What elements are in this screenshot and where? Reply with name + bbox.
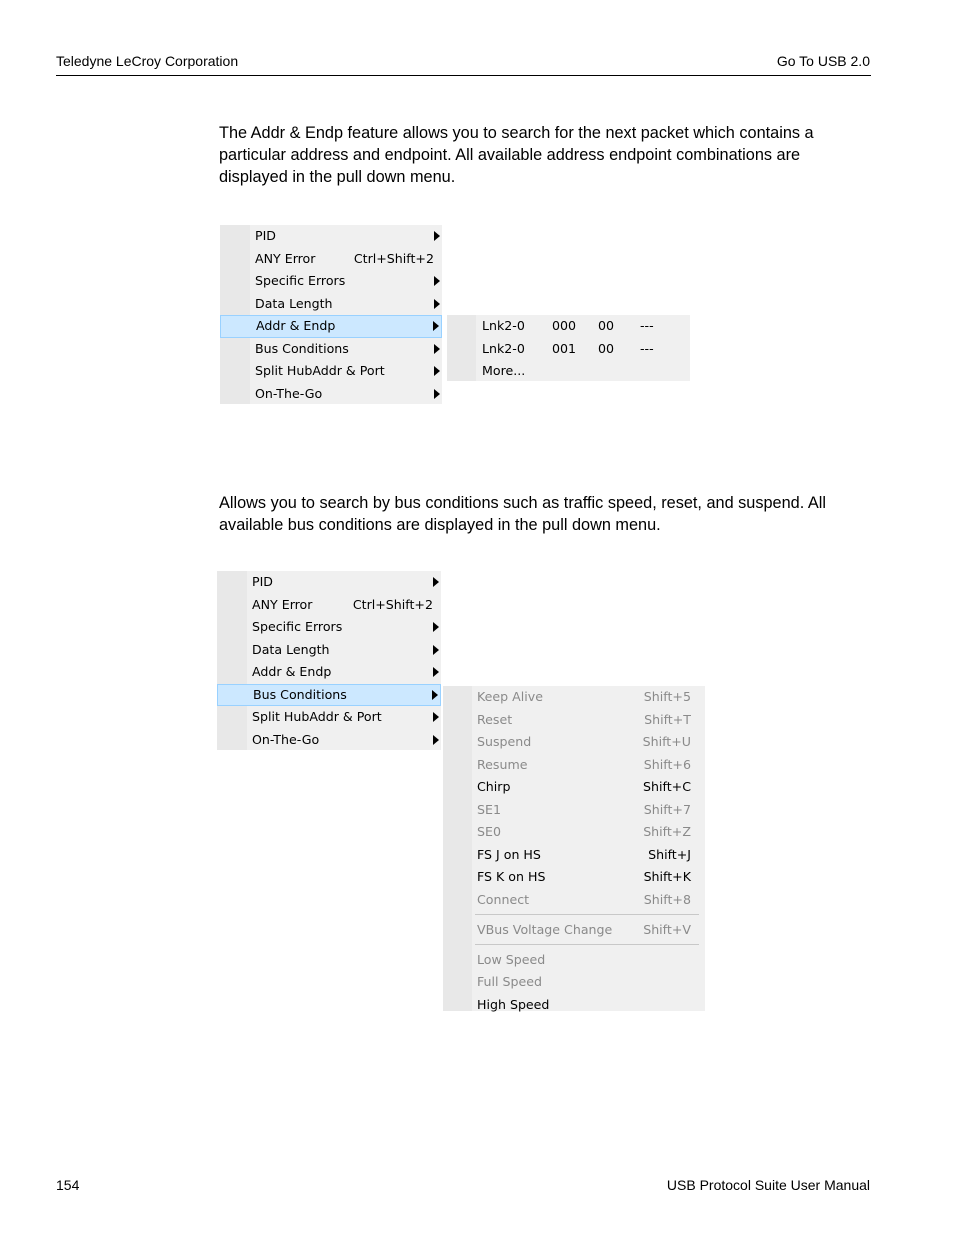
- bus-condition-se1[interactable]: [443, 799, 705, 822]
- menu-item-label: On-The-Go: [255, 385, 323, 401]
- menu-item-label: Data Length: [255, 295, 333, 311]
- menu-item-label: VBus Voltage Change: [477, 921, 613, 937]
- menu-item-label: PID: [252, 574, 274, 589]
- shortcut-hint: Ctrl+Shift+2: [352, 596, 433, 612]
- menu-item-any-error[interactable]: [220, 248, 442, 271]
- submenu-arrow-icon: [433, 577, 439, 587]
- addr-endp-option[interactable]: [447, 338, 690, 361]
- addr-endp-description: The Addr & Endp feature allows you to search for the next packet which contains a particular address and endpoint. All available address endpoint combinations are displayed in the pull down menu.: [219, 124, 814, 186]
- menu-item-label: ANY Error: [252, 596, 313, 612]
- addr-endp-option[interactable]: [447, 315, 690, 338]
- menu-item-addr-endp[interactable]: [220, 315, 442, 338]
- bus-condition-low-speed[interactable]: [443, 949, 705, 972]
- bus-condition-connect[interactable]: [443, 889, 705, 912]
- menu-item-label: SE1: [477, 801, 501, 817]
- bus-condition-fs-k-on-hs[interactable]: [443, 866, 705, 889]
- menu-item-label: Data Length: [252, 641, 330, 657]
- menu-item-label: ANY Error: [255, 250, 316, 266]
- menu-item-data-length[interactable]: [220, 293, 442, 316]
- menu-item-data-length[interactable]: [217, 639, 441, 662]
- address-cell: 000: [552, 318, 577, 333]
- shortcut-hint: Shift+Z: [643, 824, 691, 839]
- menu-item-on-the-go[interactable]: [217, 729, 441, 752]
- submenu-arrow-icon: [433, 321, 439, 331]
- bus-condition-fs-j-on-hs[interactable]: [443, 844, 705, 867]
- shortcut-hint: Shift+8: [643, 891, 691, 907]
- submenu-arrow-icon: [434, 299, 440, 309]
- shortcut-hint: Shift+T: [644, 711, 691, 727]
- menu-item-any-error[interactable]: [217, 594, 441, 617]
- shortcut-hint: Ctrl+Shift+2: [353, 250, 434, 266]
- menu-item-label: Full Speed: [477, 974, 543, 989]
- bus-condition-suspend[interactable]: [443, 731, 705, 754]
- menu-item-label: Keep Alive: [477, 689, 543, 704]
- submenu-arrow-icon: [434, 344, 440, 354]
- extra-cell: ---: [640, 340, 654, 356]
- menu-item-bus-conditions[interactable]: [220, 338, 442, 361]
- menu-item-label: Split HubAddr & Port: [255, 363, 385, 378]
- submenu-arrow-icon: [433, 712, 439, 722]
- menu-item-label: SE0: [477, 824, 501, 839]
- menu-item-label: PID: [255, 228, 277, 243]
- submenu-arrow-icon: [433, 622, 439, 632]
- menu-item-specific-errors[interactable]: [217, 616, 441, 639]
- bus-condition-high-speed[interactable]: [443, 994, 705, 1017]
- bus-conditions-submenu: [443, 686, 705, 1011]
- bus-condition-chirp[interactable]: [443, 776, 705, 799]
- more-option[interactable]: [447, 360, 690, 383]
- menu-item-addr-endp[interactable]: [217, 661, 441, 684]
- menu-item-label: FS K on HS: [477, 869, 546, 884]
- menu-item-label: High Speed: [477, 996, 550, 1012]
- endpoint-cell: 00: [598, 318, 615, 333]
- menu-item-label: Split HubAddr & Port: [252, 709, 382, 724]
- submenu-arrow-icon: [434, 366, 440, 376]
- menu-item-pid[interactable]: [217, 571, 441, 594]
- menu-item-label: FS J on HS: [477, 846, 541, 862]
- menu-item-label: Resume: [477, 756, 528, 772]
- shortcut-hint: Shift+C: [643, 779, 691, 794]
- menu-item-split-hubaddr-port[interactable]: [220, 360, 442, 383]
- header-divider: [56, 75, 871, 76]
- header-section: Go To USB 2.0: [776, 53, 870, 69]
- menu-item-label: Connect: [477, 891, 530, 907]
- shortcut-hint: Shift+U: [642, 734, 691, 749]
- submenu-arrow-icon: [433, 645, 439, 655]
- submenu-arrow-icon: [434, 276, 440, 286]
- submenu-arrow-icon: [434, 231, 440, 241]
- shortcut-hint: Shift+V: [643, 921, 691, 937]
- page-number: 154: [56, 1177, 80, 1193]
- menu-item-label: Low Speed: [477, 951, 546, 967]
- submenu-arrow-icon: [432, 690, 438, 700]
- menu-item-specific-errors[interactable]: [220, 270, 442, 293]
- header-company: Teledyne LeCroy Corporation: [56, 53, 239, 69]
- menu-separator: [443, 911, 705, 919]
- shortcut-hint: Shift+J: [648, 846, 691, 862]
- bus-conditions-description: Allows you to search by bus conditions such as traffic speed, reset, and suspend. All available bus conditions are displayed in the pull down menu.: [219, 494, 826, 534]
- menu-item-on-the-go[interactable]: [220, 383, 442, 406]
- menu-item-split-hubaddr-port[interactable]: [217, 706, 441, 729]
- bus-condition-reset[interactable]: [443, 709, 705, 732]
- menu-item-label: Chirp: [477, 779, 511, 794]
- extra-cell: ---: [640, 318, 654, 333]
- menu-item-label: Addr & Endp: [256, 318, 336, 333]
- link-cell: Lnk2-0: [482, 340, 525, 356]
- submenu-arrow-icon: [434, 389, 440, 399]
- menu-item-label: On-The-Go: [252, 731, 320, 747]
- menu-item-label: Suspend: [477, 734, 532, 749]
- address-cell: 001: [552, 340, 577, 356]
- menu-item-bus-conditions[interactable]: [217, 684, 441, 707]
- submenu-arrow-icon: [433, 667, 439, 677]
- more-label: More...: [482, 363, 526, 378]
- search-menu-bus-conditions: [217, 571, 441, 750]
- menu-item-label: Bus Conditions: [253, 686, 347, 702]
- menu-item-label: Addr & Endp: [252, 664, 332, 679]
- menu-item-pid[interactable]: [220, 225, 442, 248]
- link-cell: Lnk2-0: [482, 318, 525, 333]
- bus-condition-resume[interactable]: [443, 754, 705, 777]
- addr-endp-submenu: [447, 315, 690, 381]
- submenu-arrow-icon: [433, 735, 439, 745]
- shortcut-hint: Shift+K: [643, 869, 691, 884]
- search-menu-addr-endp: [220, 225, 442, 404]
- bus-condition-vbus-voltage-change[interactable]: [443, 919, 705, 942]
- shortcut-hint: Shift+7: [643, 801, 691, 817]
- menu-item-label: Bus Conditions: [255, 340, 349, 356]
- endpoint-cell: 00: [598, 340, 615, 356]
- menu-item-label: Reset: [477, 711, 513, 727]
- footer-title: USB Protocol Suite User Manual: [666, 1177, 870, 1193]
- menu-separator: [443, 941, 705, 949]
- shortcut-hint: Shift+5: [643, 689, 691, 704]
- shortcut-hint: Shift+6: [643, 756, 691, 772]
- bus-condition-keep-alive[interactable]: [443, 686, 705, 709]
- bus-condition-se0[interactable]: [443, 821, 705, 844]
- menu-item-label: Specific Errors: [255, 273, 346, 288]
- bus-condition-full-speed[interactable]: [443, 971, 705, 994]
- menu-item-label: Specific Errors: [252, 619, 343, 634]
